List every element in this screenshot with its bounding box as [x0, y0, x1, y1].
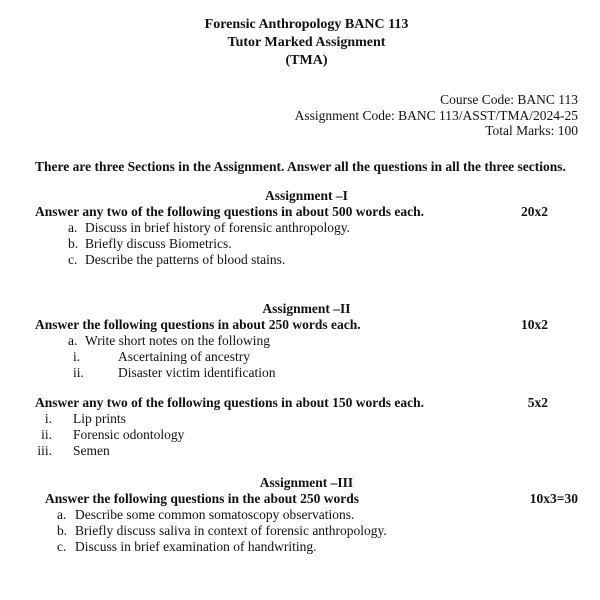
list-item	[35, 411, 578, 427]
assignment-2-heading: Assignment –II	[262, 300, 351, 316]
document-subtitle: Tutor Marked Assignment	[227, 35, 386, 50]
sub-list-item	[35, 365, 578, 381]
item-text: Discuss in brief examination of handwriting.	[75, 538, 317, 554]
document-abbreviation: (TMA)	[285, 53, 328, 68]
item-text: Describe some common somatoscopy observations.	[75, 506, 355, 522]
item-text: Discuss in brief history of forensic anthropology.	[85, 219, 350, 235]
item-marker: c.	[68, 251, 78, 267]
item-text: Forensic odontology	[73, 426, 185, 442]
document-meta-block	[35, 92, 578, 139]
item-marker: i.	[44, 410, 52, 426]
total-marks: Total Marks: 100	[485, 123, 578, 138]
list-item	[35, 220, 578, 236]
item-marker: ii.	[41, 426, 52, 442]
assignment-2b-directive-row	[35, 395, 578, 411]
document-title-block	[35, 16, 578, 70]
assignment-2-marks: 10x2	[521, 316, 548, 332]
item-marker: b.	[57, 522, 68, 538]
item-text: Semen	[73, 442, 110, 458]
item-marker: ii.	[73, 364, 84, 380]
assignment-2-directive: Answer the following questions in about 250 words each.	[35, 316, 361, 332]
assignment-1-heading: Assignment –I	[265, 187, 348, 203]
item-marker: a.	[68, 219, 78, 235]
assignment-3-marks: 10x3=30	[529, 490, 578, 506]
item-text: Disaster victim identification	[118, 364, 276, 380]
item-text: Briefly discuss saliva in context of forensic anthropology.	[75, 522, 387, 538]
list-item	[35, 539, 578, 555]
assignment-3-heading: Assignment –III	[259, 474, 354, 490]
assignment-1-directive: Answer any two of the following questions in about 500 words each.	[35, 203, 425, 219]
item-marker: b.	[68, 235, 79, 251]
course-title: Forensic Anthropology BANC 113	[204, 17, 409, 32]
item-text: Write short notes on the following	[85, 332, 271, 348]
item-text: Ascertaining of ancestry	[118, 348, 250, 364]
assignment-2-directive-row	[35, 317, 578, 333]
list-item	[35, 507, 578, 523]
assignment-2b-directive: Answer any two of the following questions in about 150 words each.	[35, 394, 425, 410]
item-marker: c.	[57, 538, 67, 554]
item-marker: iii.	[37, 442, 52, 458]
item-text: Lip prints	[73, 410, 126, 426]
list-item	[35, 236, 578, 252]
assignment-1-directive-row	[35, 204, 578, 220]
item-marker: a.	[68, 332, 78, 348]
list-item	[35, 252, 578, 268]
item-text: Briefly discuss Biometrics.	[85, 235, 232, 251]
list-item	[35, 427, 578, 443]
item-text: Describe the patterns of blood stains.	[85, 251, 286, 267]
assignment-3-directive-row	[35, 491, 578, 507]
item-marker: a.	[57, 506, 67, 522]
list-item	[35, 523, 578, 539]
course-code: Course Code: BANC 113	[440, 92, 578, 107]
assignment-3-directive: Answer the following questions in the about 250 words	[45, 490, 360, 506]
assignment-1-marks: 20x2	[521, 203, 548, 219]
list-item	[35, 443, 578, 459]
assignment-2b-marks: 5x2	[527, 394, 548, 410]
list-item	[35, 333, 578, 349]
assignment-code: Assignment Code: BANC 113/ASST/TMA/2024-25	[294, 107, 578, 123]
sub-list-item	[35, 349, 578, 365]
general-instructions: There are three Sections in the Assignment. Answer all the questions in all the three sections.	[35, 158, 566, 174]
item-marker: i.	[73, 348, 81, 364]
